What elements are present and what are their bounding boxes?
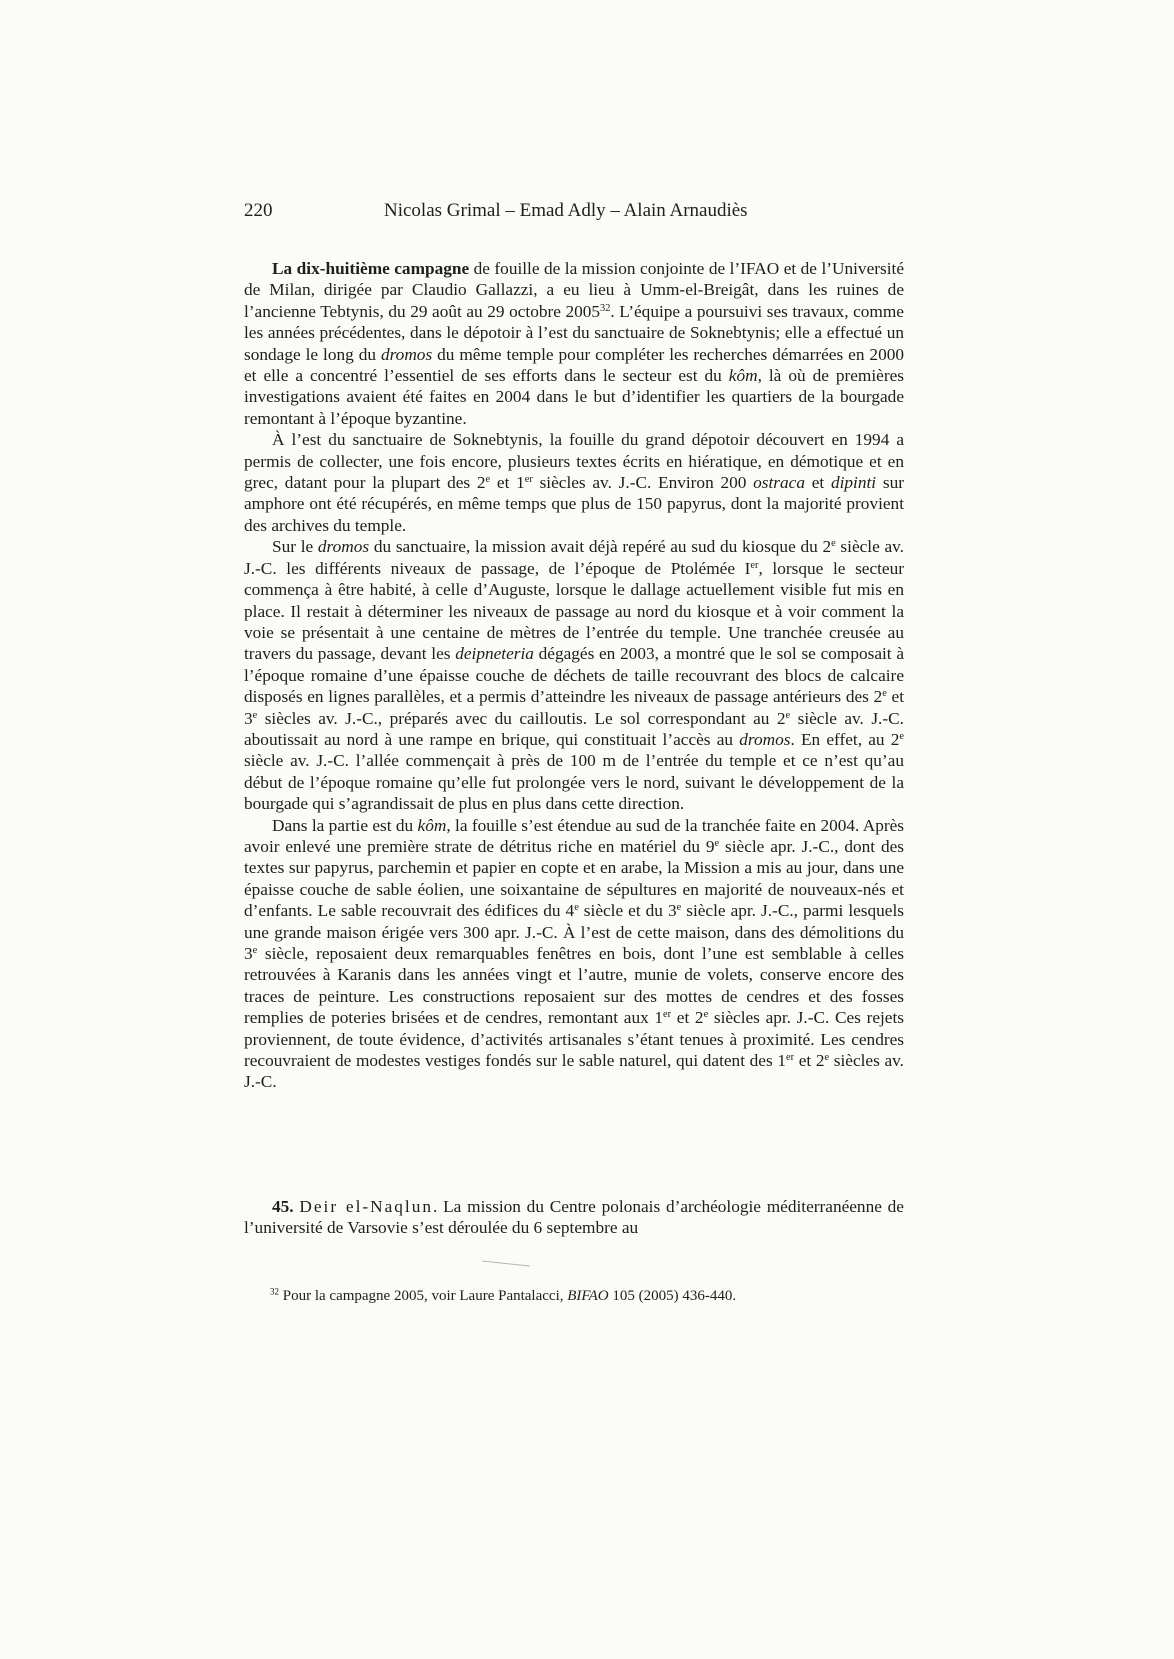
ordinal-sup: er [750,559,759,571]
italic-term: dromos [739,729,791,749]
p3-text: , lorsque le secteur commença à être habité, à celle d’Auguste, lorsque le dallage actuellement visible fut mis en place. Il restait à déterminer les niveaux de passage au nord du kiosque et à voir comment la voie se présentait à une centaine de mètres de l’entrée du temple. Une tranchée creusée au travers du passage, devant les [244,558,904,664]
ordinal-sup: e [714,837,720,849]
paragraph-1 [244,258,904,429]
p3-text: Sur le [272,537,318,557]
footnote-rule [482,1260,530,1266]
p3-text: . En effet, au 2 [790,729,900,749]
p3-text: siècles av. J.-C., préparés avec du cailloutis. Le sol correspondant au 2 [257,708,786,728]
p4-text: Dans la partie est du [272,815,418,835]
p3-text: dégagés en 2003, a montré que le sol se composait à l’époque romaine d’une épaisse couche de déchets de taille recouvrant des blocs de calcaire disposés en lignes parallèles, et a permis d’atteindre les niveaux de passage antérieurs des 2 [244,644,904,707]
ordinal-sup: e [785,709,791,721]
p4-text: siècle et du 3 [578,901,677,921]
section-paragraph [244,1196,904,1239]
ordinal-sup: er [524,473,533,485]
p4-text: siècle apr. J.-C., parmi lesquels une grande maison érigée vers 300 apr. J.-C. À l’est de cette maison, dans des démolitions du 3 [244,901,904,963]
ordinal-sup: e [882,687,887,699]
ordinal-sup: e [676,901,682,913]
footnote-journal: BIFAO [567,1288,609,1304]
ordinal-sup: e [703,1009,709,1020]
p2-text: siècles av. J.-C. Environ 200 [532,473,754,493]
ordinal-sup: e [831,538,836,550]
header-authors: Nicolas Grimal – Emad Adly – Alain Arnaudiès [384,200,748,221]
section-text: . La mission du Centre polonais d’archéologie méditerranéenne de l’université de Varsovie s’est déroulée du 6 septembre au [244,1197,904,1238]
p1-text: , là où de premières investigations avaient été faites en 2004 dans le but d’identifier les quartiers de la bourgade remontant à l’époque byzantine. [244,366,904,428]
italic-term: dromos [317,537,370,557]
page-number: 220 [244,200,273,221]
ordinal-sup: e [252,709,258,721]
p2-text: et 1 [490,473,525,493]
ordinal-sup: e [252,944,258,956]
footnote-text: 105 (2005) 436-440. [608,1288,737,1304]
p4-text: siècle apr. J.-C., dont des textes sur papyrus, parchemin et papier en copte et en arabe, la Mission a mis au jour, dans une épaisse couche de sable éolien, une soixantaine de sépultures en majorité de nouveaux-nés et d’enfants. Le sable recouvrait des édifices du 4 [244,836,904,921]
paragraph-2 [244,429,904,536]
body-text [244,258,904,1093]
p4-text: et 2 [671,1008,704,1028]
p4-text: siècles av. J.-C. [244,1051,904,1092]
p1-text: . L’équipe a poursuivi ses travaux, comme les années précédentes, dans le dépotoir à l’est du sanctuaire de Soknebtynis; elle a effectué un sondage le long du [244,301,904,364]
italic-term: kôm [728,366,758,386]
italic-term: dipinti [830,473,877,493]
italic-term: deipneteria [455,644,534,664]
p1-text: de fouille de la mission conjointe de l’IFAO et de l’Université de Milan, dirigée par Claudio Gallazzi, a eu lieu à Umm-el-Breigât, dans les ruines de l’ancienne Tebtynis, du 29 août au 29 octobre 2005 [244,259,904,321]
ordinal-sup: e [485,473,491,485]
italic-term: ostraca [753,473,805,493]
p4-text: et 2 [794,1051,825,1071]
italic-term: kôm [417,815,447,835]
italic-term: dromos [380,344,433,364]
p2-text: sur amphore ont été récupérés, en même temps que plus de 150 papyrus, dont la majorité provient des archives du temple. [244,473,904,535]
section-45 [244,1196,904,1239]
paragraph-3 [244,536,904,814]
paragraph-4 [244,815,904,1093]
section-title: Deir el-Naqlun [299,1197,433,1216]
footnote [270,1287,910,1306]
ordinal-sup: er [663,1009,672,1020]
p3-text: du sanctuaire, la mission avait déjà repéré au sud du kiosque du 2 [369,537,832,557]
p3-text: et 3 [244,687,904,728]
ordinal-sup: e [824,1051,830,1063]
p4-text: siècle, reposaient deux remarquables fenêtres en bois, dont l’une est semblable à celles retrouvées à Karanis dans les années vingt et l’autre, munie de volets, conserve encore des traces de peinture. Les constructions reposaient sur des mottes de cendres et des fosses remplies de poteries brisées et de cendres, remontant aux 1 [244,944,904,1028]
p2-text: À l’est du sanctuaire de Soknebtynis, la fouille du grand dépotoir découvert en 1994 a permis de collecter, une fois encore, plusieurs textes écrits en hiératique, en démotique et en grec, datant pour la plupart des 2 [244,430,904,493]
lead-bold: La dix-huitième campagne [272,259,470,278]
p4-text: siècles apr. J.-C. Ces rejets proviennent, de toute évidence, d’activités artisanales s’étant tenues à proximité. Les cendres recouvraient de modestes vestiges fondés sur le sable naturel, qui datent des 1 [244,1008,904,1071]
p4-text: , la fouille s’est étendue au sud de la tranchée faite en 2004. Après avoir enlevé une première strate de détritus riche en matériel du 9 [244,815,904,856]
p3-text: siècle av. J.-C. les différents niveaux de passage, de l’époque de Ptolémée I [244,537,904,578]
footnote-text: Pour la campagne 2005, voir Laure Pantalacci, [279,1288,568,1304]
ordinal-sup: e [574,901,579,913]
ordinal-sup: e [899,730,904,742]
p3-text: siècle av. J.-C. l’allée commençait à près de 100 m de l’entrée du temple et ce n’est qu’au début de l’époque romaine qu’elle fut prolongée vers le nord, suivant le développement de la bourgade qui s’agrandissait de plus en plus dans cette direction. [244,751,904,814]
ordinal-sup: er [786,1051,795,1063]
section-number: 45. [272,1197,294,1216]
footnote-number: 32 [270,1286,279,1297]
p3-text: siècle av. J.-C. aboutissait au nord à une rampe en brique, qui constituait l’accès au [244,708,904,749]
p1-text: du même temple pour compléter les recherches démarrées en 2000 et elle a concentré l’essentiel de ses efforts dans le secteur est du [244,344,904,386]
footnote-ref[interactable]: 32 [600,302,611,314]
p2-text: et [804,473,831,493]
running-head [244,200,904,230]
